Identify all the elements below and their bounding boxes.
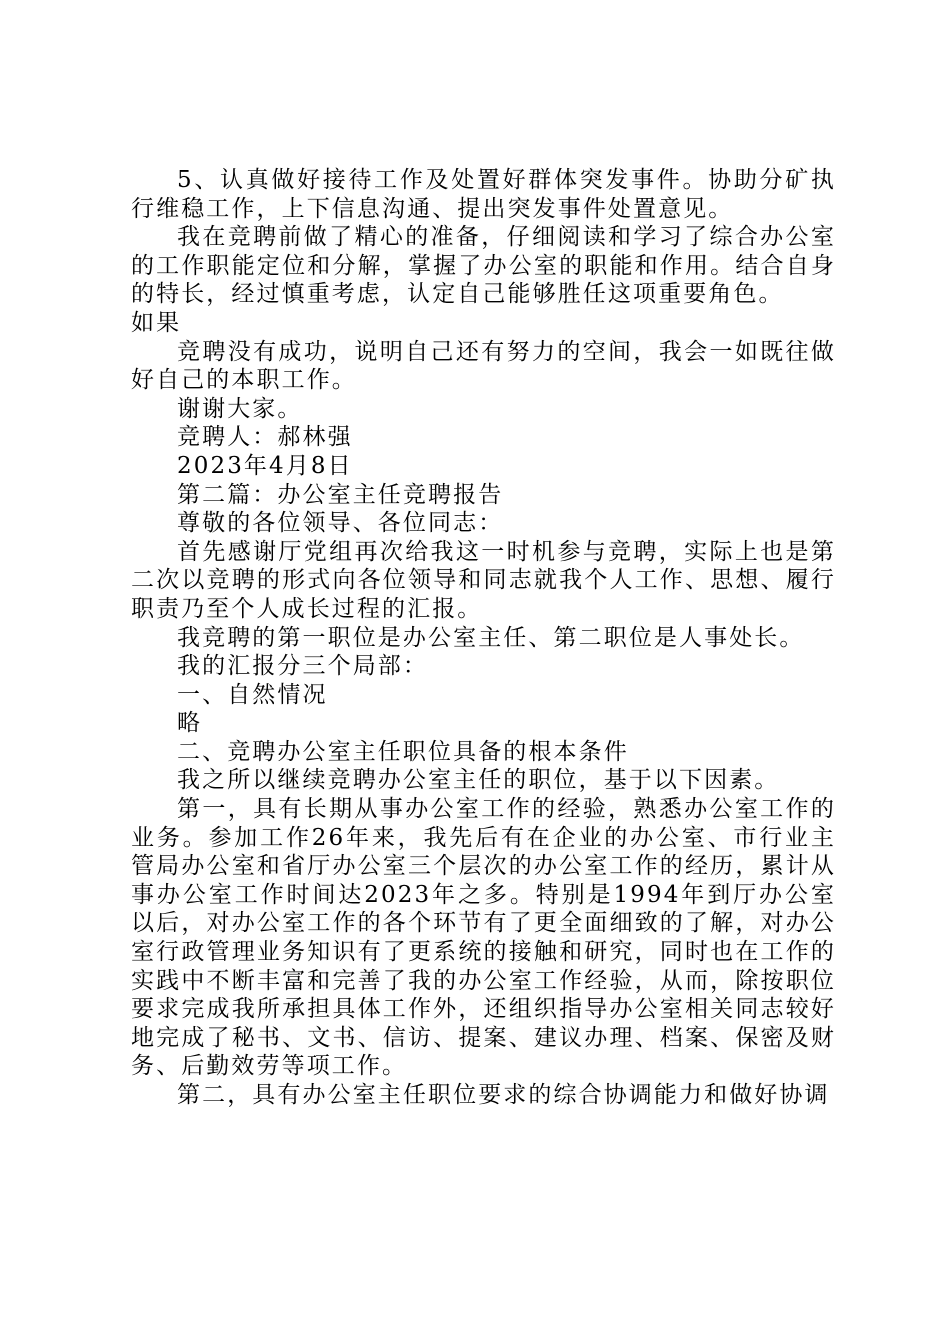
paragraph: 谢谢大家。 [177,395,303,422]
paragraph: 我在竞聘前做了精心的准备，仔细阅读和学习了综合办公室的工作职能定位和分解，掌握了办公室的职能和作用。结合自身的特长，经过慎重考虑，认定自己能够胜任这项重要角色。 [131,224,836,308]
paragraph: 首先感谢厅党组再次给我这一时机参与竞聘，实际上也是第二次以竞聘的形式向各位领导和同志就我个人工作、思想、履行职责乃至个人成长过程的汇报。 [131,538,836,622]
section-title: 第二篇：办公室主任竞聘报告 [177,481,504,508]
paragraph: 我的汇报分三个局部： [177,653,428,680]
paragraph: 略 [177,710,203,737]
date-line: 2023年4月8日 [177,452,353,479]
paragraph: 我竞聘的第一职位是办公室主任、第二职位是人事处长。 [177,624,805,651]
signature-line: 竞聘人：郝林强 [177,424,353,451]
document-body [131,166,836,1110]
paragraph: 第一，具有长期从事办公室工作的经验，熟悉办公室工作的业务。参加工作26年来，我先后有在企业的办公室、市行业主管局办公室和省厅办公室三个层次的办公室工作的经历，累计从事办公室工作时间达2023年之多。特别是1994年到厅办公室以后，对办公室工作的各个环节有了更全面细致的了解，对办公室行政管理业务知识有了更系统的接触和研究，同时也在工作的实践中不断丰富和完善了我的办公室工作经验，从而，除按职位要求完成我所承担具体工作外，还组织指导办公室相关同志较好地完成了秘书、文书、信访、提案、建议办理、档案、保密及财务、后勤效劳等项工作。 [131,796,836,1080]
paragraph: 竞聘没有成功，说明自己还有努力的空间，我会一如既往做好自己的本职工作。 [131,338,836,394]
paragraph: 我之所以继续竞聘办公室主任的职位，基于以下因素。 [177,767,780,794]
heading: 二、竞聘办公室主任职位具备的根本条件 [177,738,629,765]
paragraph: 5、认真做好接待工作及处置好群体突发事件。协助分矿执行维稳工作，上下信息沟通、提出突发事件处置意见。 [131,167,836,222]
salutation: 尊敬的各位领导、各位同志： [177,510,504,537]
paragraph: 第二，具有办公室主任职位要求的综合协调能力和做好协调 [177,1082,830,1108]
heading: 一、自然情况 [177,681,328,708]
paragraph: 如果 [131,309,182,336]
